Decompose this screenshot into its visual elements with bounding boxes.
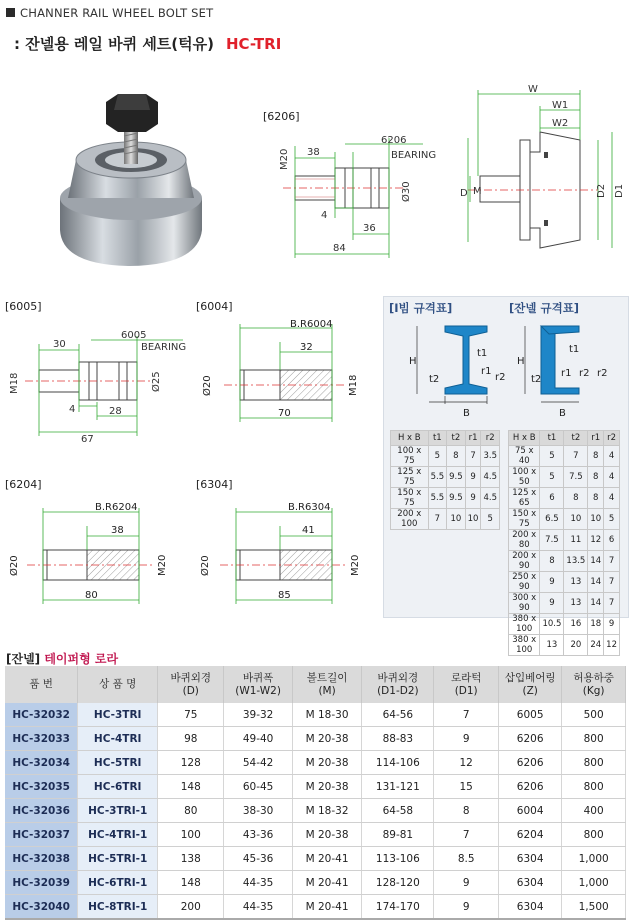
channel-spec-cell: 5	[540, 446, 564, 467]
table-cell: 6206	[499, 751, 562, 775]
table-cell: 400	[562, 799, 626, 823]
channel-spec-cell: 13	[564, 572, 588, 593]
table-cell: 6304	[499, 847, 562, 871]
beam-spec-cell: 125 x 75	[391, 467, 429, 488]
product-name-cell: HC-6TRI	[78, 775, 158, 799]
channel-spec-cell: 11	[564, 530, 588, 551]
part-number-cell: HC-32032	[5, 703, 78, 727]
beam-spec-cell: 9	[465, 488, 481, 509]
channel-header-cell: r1	[588, 431, 604, 446]
svg-text:6206: 6206	[381, 135, 407, 146]
svg-text:36: 36	[363, 223, 376, 234]
svg-text:W1: W1	[552, 100, 569, 111]
table-cell: 800	[562, 775, 626, 799]
channel-spec-cell: 4	[604, 446, 620, 467]
svg-text:M20: M20	[279, 148, 290, 170]
table-header-cell: 바퀴외경 (D1-D2)	[362, 666, 434, 703]
channel-spec-cell: 75 x 40	[509, 446, 540, 467]
table-cell: 6005	[499, 703, 562, 727]
channel-spec-cell: 8	[564, 488, 588, 509]
beam-spec-row	[391, 467, 500, 488]
table-row	[5, 727, 626, 751]
beam-spec-cell: 4.5	[481, 467, 500, 488]
channel-spec-cell: 5	[604, 509, 620, 530]
channel-header-cell: t1	[540, 431, 564, 446]
shaft-drawing-6206	[263, 130, 453, 270]
svg-text:32: 32	[300, 342, 313, 353]
drawing-tag-6004: [6004]	[196, 300, 233, 313]
channel-spec-cell: 380 x 100	[509, 635, 540, 656]
table-row	[5, 847, 626, 871]
table-row	[5, 823, 626, 847]
drawing-tag-6204: [6204]	[5, 478, 42, 491]
channel-spec-row	[509, 593, 620, 614]
product-name-cell: HC-3TRI-1	[78, 799, 158, 823]
channel-spec-cell: 6	[604, 530, 620, 551]
beam-spec-cell: 7	[428, 509, 447, 530]
beam-spec-table	[390, 430, 500, 530]
beam-spec-cell: 9.5	[447, 467, 466, 488]
table-cell: M 20-41	[292, 847, 362, 871]
table-cell: 54-42	[224, 751, 292, 775]
channel-spec-row	[509, 446, 620, 467]
svg-text:Ø20: Ø20	[200, 555, 211, 576]
channel-spec-cell: 13	[540, 635, 564, 656]
beam-spec-row	[391, 488, 500, 509]
svg-text:M: M	[473, 186, 482, 197]
svg-text:38: 38	[307, 147, 320, 158]
beam-spec-row	[391, 509, 500, 530]
table-row	[5, 751, 626, 775]
part-number-cell: HC-32034	[5, 751, 78, 775]
table-header-cell: 품 번	[5, 666, 78, 703]
wheel-side-drawing	[448, 80, 628, 260]
table-cell: 6204	[499, 823, 562, 847]
channel-spec-cell: 13	[564, 593, 588, 614]
table-cell: 88-83	[362, 727, 434, 751]
table-cell: 49-40	[224, 727, 292, 751]
channel-spec-cell: 14	[588, 551, 604, 572]
product-code: HC-TRI	[226, 35, 282, 53]
channel-spec-cell: 8	[588, 467, 604, 488]
svg-text:Ø20: Ø20	[9, 555, 20, 576]
channel-spec-row	[509, 530, 620, 551]
section-title: [잔넬] 테이퍼형 로라	[6, 652, 119, 666]
table-cell: 148	[158, 871, 224, 895]
beam-spec-row	[391, 446, 500, 467]
svg-text:r2: r2	[495, 372, 506, 383]
channel-spec-cell: 150 x 75	[509, 509, 540, 530]
svg-text:D2: D2	[596, 183, 607, 198]
svg-text:84: 84	[333, 243, 346, 254]
channel-header-cell: r2	[604, 431, 620, 446]
table-cell: 9	[434, 727, 499, 751]
table-cell: 89-81	[362, 823, 434, 847]
svg-text:6005: 6005	[121, 330, 147, 341]
table-cell: 174-170	[362, 895, 434, 920]
channel-spec-cell: 7.5	[564, 467, 588, 488]
channel-spec-row	[509, 551, 620, 572]
beam-spec-cell: 7	[465, 446, 481, 467]
table-cell: 64-58	[362, 799, 434, 823]
table-cell: 800	[562, 751, 626, 775]
table-cell: 60-45	[224, 775, 292, 799]
channel-spec-cell: 300 x 90	[509, 593, 540, 614]
shaft-drawing-6005	[5, 318, 195, 448]
beam-spec-cell: 10	[447, 509, 466, 530]
svg-text:Ø30: Ø30	[401, 181, 412, 202]
table-cell: 75	[158, 703, 224, 727]
table-cell: 6206	[499, 775, 562, 799]
table-cell: 7	[434, 823, 499, 847]
svg-text:W2: W2	[552, 118, 569, 129]
table-cell: 1,000	[562, 847, 626, 871]
channel-spec-cell: 9	[604, 614, 620, 635]
svg-text:B: B	[559, 408, 566, 419]
table-cell: 500	[562, 703, 626, 727]
channel-spec-cell: 125 x 65	[509, 488, 540, 509]
table-cell: 7	[434, 703, 499, 727]
table-cell: 128	[158, 751, 224, 775]
svg-text:70: 70	[278, 408, 291, 419]
product-table	[5, 666, 626, 920]
svg-text:W: W	[528, 84, 538, 95]
svg-text:M20: M20	[157, 554, 168, 576]
channel-spec-cell: 8	[540, 551, 564, 572]
product-name-cell: HC-3TRI	[78, 703, 158, 727]
table-cell: 44-35	[224, 895, 292, 920]
svg-text:BEARING: BEARING	[141, 342, 187, 353]
beam-spec-cell: 9.5	[447, 488, 466, 509]
product-name-cell: HC-4TRI-1	[78, 823, 158, 847]
channel-spec-cell: 10.5	[540, 614, 564, 635]
channel-spec-cell: 7	[564, 446, 588, 467]
table-cell: 138	[158, 847, 224, 871]
beam-spec-cell: 5	[428, 446, 447, 467]
svg-text:Ø25: Ø25	[151, 371, 162, 392]
svg-text:r1: r1	[481, 366, 492, 377]
beam-spec-cell: 200 x 100	[391, 509, 429, 530]
table-cell: 38-30	[224, 799, 292, 823]
table-cell: 80	[158, 799, 224, 823]
channel-header-cell: H x B	[509, 431, 540, 446]
svg-text:BEARING: BEARING	[391, 150, 437, 161]
svg-text:t1: t1	[569, 344, 580, 355]
beam-spec-cell: 4.5	[481, 488, 500, 509]
svg-text:80: 80	[85, 590, 98, 601]
beam-channel-diagrams	[383, 296, 627, 426]
channel-spec-cell: 4	[604, 467, 620, 488]
table-row	[5, 703, 626, 727]
beam-header-cell: t2	[447, 431, 466, 446]
table-cell: 128-120	[362, 871, 434, 895]
table-cell: 1,500	[562, 895, 626, 920]
part-number-cell: HC-32033	[5, 727, 78, 751]
table-cell: 200	[158, 895, 224, 920]
channel-spec-cell: 10	[564, 509, 588, 530]
product-name-cell: HC-6TRI-1	[78, 871, 158, 895]
part-number-cell: HC-32037	[5, 823, 78, 847]
product-name-cell: HC-4TRI	[78, 727, 158, 751]
channel-spec-cell: 18	[588, 614, 604, 635]
table-cell: 1,000	[562, 871, 626, 895]
svg-text:4: 4	[321, 210, 328, 221]
channel-spec-row	[509, 614, 620, 635]
channel-spec-row	[509, 467, 620, 488]
table-cell: 6304	[499, 895, 562, 920]
channel-spec-cell: 380 x 100	[509, 614, 540, 635]
table-cell: 131-121	[362, 775, 434, 799]
svg-text:M20: M20	[350, 554, 361, 576]
channel-spec-cell: 7	[604, 551, 620, 572]
svg-text:B.R6204: B.R6204	[95, 502, 138, 513]
channel-spec-cell: 24	[588, 635, 604, 656]
channel-spec-cell: 200 x 90	[509, 551, 540, 572]
svg-text:B.R6004: B.R6004	[290, 319, 333, 330]
product-photo	[40, 80, 240, 270]
table-cell: 8.5	[434, 847, 499, 871]
table-header-cell: 볼트길이 (M)	[292, 666, 362, 703]
channel-spec-cell: 9	[540, 593, 564, 614]
drawing-tag-6206: [6206]	[263, 110, 300, 123]
svg-text:[I빔 규격표]: [I빔 규격표]	[389, 301, 453, 315]
svg-text:t2: t2	[429, 374, 440, 385]
table-cell: 148	[158, 775, 224, 799]
header-english-title: CHANNER RAIL WHEEL BOLT SET	[6, 6, 213, 20]
table-cell: M 20-41	[292, 871, 362, 895]
table-cell: 800	[562, 727, 626, 751]
table-cell: M 20-38	[292, 823, 362, 847]
channel-spec-cell: 200 x 80	[509, 530, 540, 551]
beam-header-cell: r1	[465, 431, 481, 446]
part-number-cell: HC-32035	[5, 775, 78, 799]
table-cell: 44-35	[224, 871, 292, 895]
svg-text:H: H	[517, 356, 525, 367]
table-header-cell: 바퀴외경 (D)	[158, 666, 224, 703]
part-number-cell: HC-32038	[5, 847, 78, 871]
table-cell: 800	[562, 823, 626, 847]
beam-spec-cell: 5.5	[428, 467, 447, 488]
table-cell: M 18-32	[292, 799, 362, 823]
channel-spec-cell: 8	[588, 488, 604, 509]
channel-spec-cell: 8	[588, 446, 604, 467]
table-cell: 98	[158, 727, 224, 751]
svg-text:[잔넬 규격표]: [잔넬 규격표]	[509, 301, 580, 315]
table-header-cell: 상 품 명	[78, 666, 158, 703]
channel-spec-cell: 12	[588, 530, 604, 551]
drawing-tag-6304: [6304]	[196, 478, 233, 491]
channel-spec-cell: 9	[540, 572, 564, 593]
table-header-cell: 로라턱 (D1)	[434, 666, 499, 703]
table-cell: 114-106	[362, 751, 434, 775]
svg-text:r1: r1	[561, 368, 572, 379]
channel-spec-table	[508, 430, 620, 656]
table-row	[5, 799, 626, 823]
svg-text:28: 28	[109, 406, 122, 417]
part-number-cell: HC-32039	[5, 871, 78, 895]
table-cell: 6304	[499, 871, 562, 895]
channel-spec-cell: 12	[604, 635, 620, 656]
table-row	[5, 775, 626, 799]
table-cell: 43-36	[224, 823, 292, 847]
table-header-cell: 바퀴폭 (W1-W2)	[224, 666, 292, 703]
beam-spec-cell: 9	[465, 467, 481, 488]
table-cell: 64-56	[362, 703, 434, 727]
svg-text:t2: t2	[531, 374, 542, 385]
table-cell: M 20-41	[292, 895, 362, 920]
beam-spec-cell: 3.5	[481, 446, 500, 467]
channel-spec-row	[509, 509, 620, 530]
svg-text:r2: r2	[597, 368, 608, 379]
table-cell: 12	[434, 751, 499, 775]
table-cell: M 20-38	[292, 751, 362, 775]
beam-spec-cell: 5	[481, 509, 500, 530]
beam-header-cell: H x B	[391, 431, 429, 446]
product-name-cell: HC-5TRI	[78, 751, 158, 775]
channel-spec-cell: 7.5	[540, 530, 564, 551]
channel-spec-cell: 5	[540, 467, 564, 488]
svg-text:4: 4	[69, 404, 76, 415]
shaft-drawing-6004	[196, 314, 376, 434]
product-name-cell: HC-8TRI-1	[78, 895, 158, 920]
table-cell: 9	[434, 895, 499, 920]
channel-spec-cell: 7	[604, 572, 620, 593]
table-cell: M 20-38	[292, 775, 362, 799]
table-cell: M 20-38	[292, 727, 362, 751]
svg-text:67: 67	[81, 434, 94, 445]
channel-spec-cell: 10	[588, 509, 604, 530]
header-korean-title: : 잔넬용 레일 바퀴 세트(턱유) HC-TRI	[14, 35, 282, 53]
table-cell: M 18-30	[292, 703, 362, 727]
svg-text:D1: D1	[614, 183, 625, 198]
table-cell: 6004	[499, 799, 562, 823]
svg-text:41: 41	[302, 525, 315, 536]
beam-spec-cell: 10	[465, 509, 481, 530]
part-number-cell: HC-32040	[5, 895, 78, 920]
table-header-cell: 허용하중 (Kg)	[562, 666, 626, 703]
part-number-cell: HC-32036	[5, 799, 78, 823]
svg-text:38: 38	[111, 525, 124, 536]
channel-spec-cell: 13.5	[564, 551, 588, 572]
channel-spec-cell: 14	[588, 593, 604, 614]
channel-spec-cell: 16	[564, 614, 588, 635]
beam-spec-cell: 5.5	[428, 488, 447, 509]
table-cell: 8	[434, 799, 499, 823]
table-row	[5, 895, 626, 920]
channel-spec-cell: 14	[588, 572, 604, 593]
channel-spec-cell: 6	[540, 488, 564, 509]
channel-spec-row	[509, 635, 620, 656]
square-bullet-icon	[6, 8, 15, 17]
table-cell: 15	[434, 775, 499, 799]
svg-text:30: 30	[53, 339, 66, 350]
channel-spec-cell: 100 x 50	[509, 467, 540, 488]
svg-text:85: 85	[278, 590, 291, 601]
table-cell: 39-32	[224, 703, 292, 727]
svg-text:B: B	[463, 408, 470, 419]
svg-text:B.R6304: B.R6304	[288, 502, 331, 513]
table-cell: 100	[158, 823, 224, 847]
channel-spec-cell: 7	[604, 593, 620, 614]
table-cell: 9	[434, 871, 499, 895]
beam-header-cell: t1	[428, 431, 447, 446]
table-cell: 113-106	[362, 847, 434, 871]
svg-text:M18: M18	[9, 372, 20, 394]
svg-text:H: H	[409, 356, 417, 367]
drawing-tag-6005: [6005]	[5, 300, 42, 313]
svg-text:Ø20: Ø20	[202, 375, 213, 396]
shaft-drawing-6304	[196, 496, 376, 611]
svg-text:M18: M18	[348, 374, 359, 396]
channel-spec-cell: 250 x 90	[509, 572, 540, 593]
beam-header-cell: r2	[481, 431, 500, 446]
svg-text:D: D	[460, 188, 468, 199]
channel-spec-row	[509, 488, 620, 509]
table-cell: 45-36	[224, 847, 292, 871]
beam-spec-cell: 8	[447, 446, 466, 467]
svg-text:r2: r2	[579, 368, 590, 379]
shaft-drawing-6204	[5, 496, 185, 611]
channel-spec-cell: 20	[564, 635, 588, 656]
beam-spec-cell: 150 x 75	[391, 488, 429, 509]
channel-header-cell: t2	[564, 431, 588, 446]
svg-text:t1: t1	[477, 348, 488, 359]
product-name-cell: HC-5TRI-1	[78, 847, 158, 871]
table-cell: 6206	[499, 727, 562, 751]
channel-spec-cell: 6.5	[540, 509, 564, 530]
beam-spec-cell: 100 x 75	[391, 446, 429, 467]
table-header-cell: 삽입베어링 (Z)	[499, 666, 562, 703]
table-row	[5, 871, 626, 895]
channel-spec-cell: 4	[604, 488, 620, 509]
channel-spec-row	[509, 572, 620, 593]
